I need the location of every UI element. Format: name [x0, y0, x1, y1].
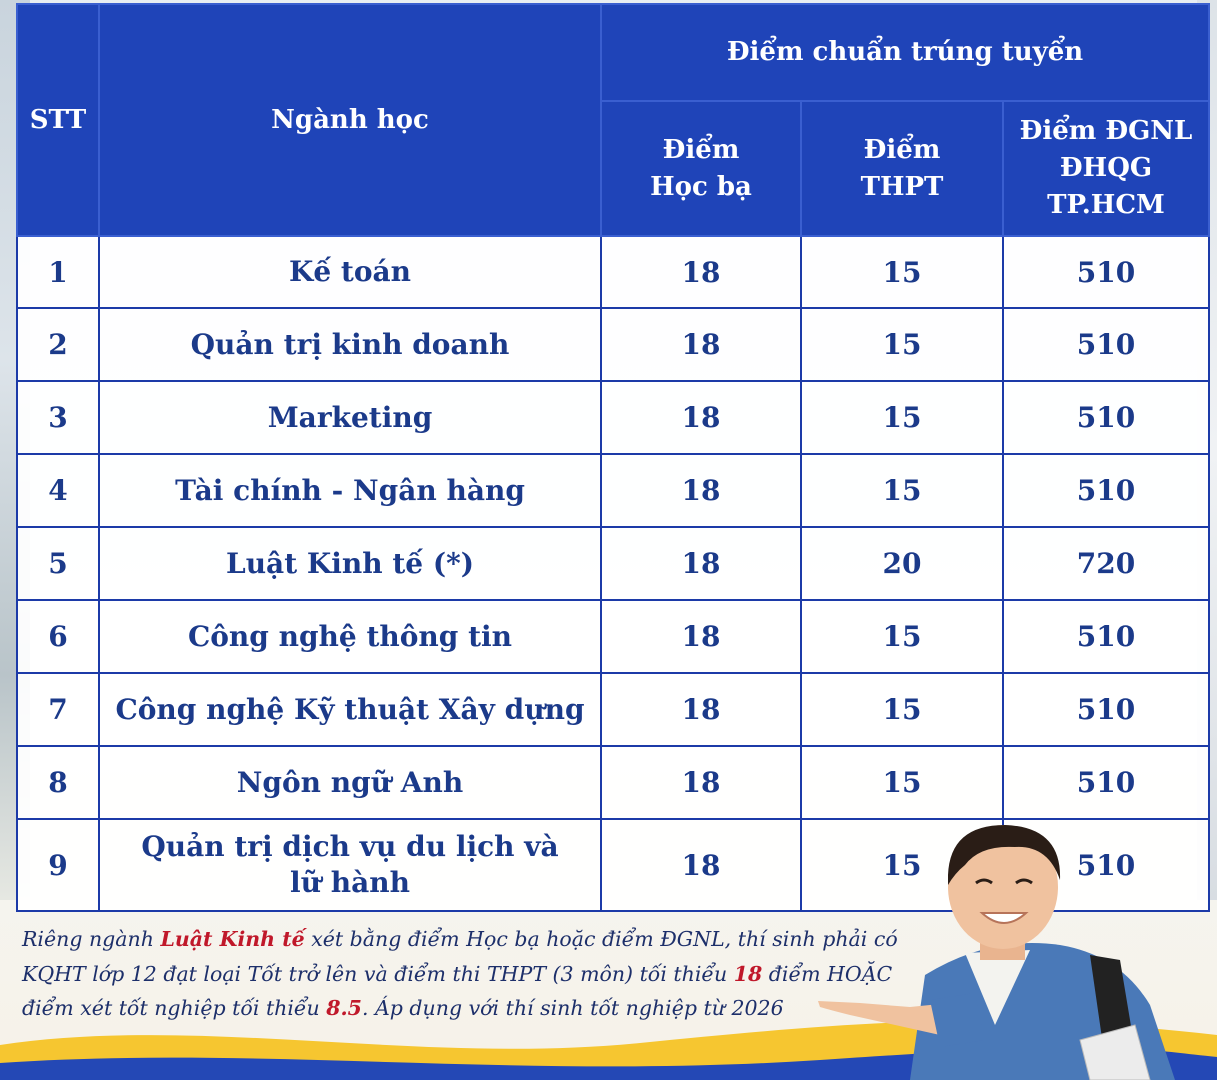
note-highlight-min-score: 18 — [733, 961, 763, 986]
table-row — [17, 454, 1209, 527]
row-hocba: 18 — [601, 746, 801, 819]
note-text-4: . Áp dụng với thí sinh tốt nghiệp từ 2026 — [361, 996, 784, 1020]
table-row — [17, 381, 1209, 454]
header-thpt — [801, 101, 1003, 236]
header-major: Ngành học — [99, 4, 601, 236]
header-score-group: Điểm chuẩn trúng tuyển — [601, 4, 1209, 101]
header-thpt-line1: Điểm — [863, 134, 941, 165]
table-row — [17, 746, 1209, 819]
note-text-1: Riêng ngành — [22, 927, 161, 951]
note-text-2: xét bằng điểm Học bạ hoặc điểm ĐGNL, thí sinh phải có KQHT lớp 12 đạt loại Tốt trở lên và điểm thi THPT (3 môn) tối thiểu — [22, 927, 898, 986]
row-stt: 6 — [17, 600, 99, 673]
row-hocba: 18 — [601, 819, 801, 911]
row-hocba: 18 — [601, 600, 801, 673]
row-hocba: 18 — [601, 673, 801, 746]
row-dgnl: 510 — [1003, 454, 1209, 527]
row-thpt: 15 — [801, 819, 1003, 911]
row-major: Marketing — [99, 381, 601, 454]
note-highlight-major: Luật Kinh tế — [160, 927, 305, 951]
note-highlight-grad-score: 8.5 — [326, 996, 362, 1020]
row-stt: 3 — [17, 381, 99, 454]
row-thpt: 15 — [801, 746, 1003, 819]
header-dgnl-line1: Điểm ĐGNL — [1019, 116, 1193, 146]
note-text-3: điểm HOẶC điểm xét tốt nghiệp tối thiểu — [22, 961, 893, 1020]
row-major — [99, 819, 601, 911]
table-row — [17, 527, 1209, 600]
table-row — [17, 600, 1209, 673]
row-dgnl: 510 — [1003, 308, 1209, 381]
row-major: Công nghệ Kỹ thuật Xây dựng — [99, 673, 601, 746]
row-major: Luật Kinh tế (*) — [99, 527, 601, 600]
row-stt: 7 — [17, 673, 99, 746]
row-major-line2: lữ hành — [290, 866, 410, 899]
row-stt: 2 — [17, 308, 99, 381]
row-dgnl: 510 — [1003, 746, 1209, 819]
row-thpt: 20 — [801, 527, 1003, 600]
row-thpt: 15 — [801, 381, 1003, 454]
header-hocba-line1: Điểm — [662, 134, 740, 165]
row-major-line1: Quản trị dịch vụ du lịch và — [141, 830, 559, 863]
row-dgnl: 720 — [1003, 527, 1209, 600]
table-row — [17, 308, 1209, 381]
row-major: Kế toán — [99, 236, 601, 308]
admission-score-table — [16, 3, 1210, 912]
table-row — [17, 236, 1209, 308]
header-hocba — [601, 101, 801, 236]
row-dgnl: 510 — [1003, 819, 1209, 911]
row-major: Tài chính - Ngân hàng — [99, 454, 601, 527]
row-hocba: 18 — [601, 308, 801, 381]
row-thpt: 15 — [801, 600, 1003, 673]
row-dgnl: 510 — [1003, 381, 1209, 454]
row-thpt: 15 — [801, 236, 1003, 308]
header-stt: STT — [17, 4, 99, 236]
row-major: Quản trị kinh doanh — [99, 308, 601, 381]
row-hocba: 18 — [601, 527, 801, 600]
row-thpt: 15 — [801, 308, 1003, 381]
header-thpt-line2: THPT — [860, 171, 944, 202]
row-dgnl: 510 — [1003, 673, 1209, 746]
row-stt: 5 — [17, 527, 99, 600]
row-hocba: 18 — [601, 454, 801, 527]
student-photo — [790, 825, 1190, 1080]
row-hocba: 18 — [601, 381, 801, 454]
header-dgnl — [1003, 101, 1209, 236]
row-stt: 8 — [17, 746, 99, 819]
header-dgnl-line2: ĐHQG — [1059, 153, 1153, 183]
row-dgnl: 510 — [1003, 600, 1209, 673]
row-stt: 4 — [17, 454, 99, 527]
row-thpt: 15 — [801, 454, 1003, 527]
table-row — [17, 673, 1209, 746]
row-major: Công nghệ thông tin — [99, 600, 601, 673]
row-major: Ngôn ngữ Anh — [99, 746, 601, 819]
header-dgnl-line3: TP.HCM — [1047, 190, 1165, 220]
row-dgnl: 510 — [1003, 236, 1209, 308]
row-stt: 1 — [17, 236, 99, 308]
row-hocba: 18 — [601, 236, 801, 308]
row-stt: 9 — [17, 819, 99, 911]
admission-note — [22, 922, 922, 1026]
row-thpt: 15 — [801, 673, 1003, 746]
header-hocba-line2: Học bạ — [650, 171, 752, 202]
